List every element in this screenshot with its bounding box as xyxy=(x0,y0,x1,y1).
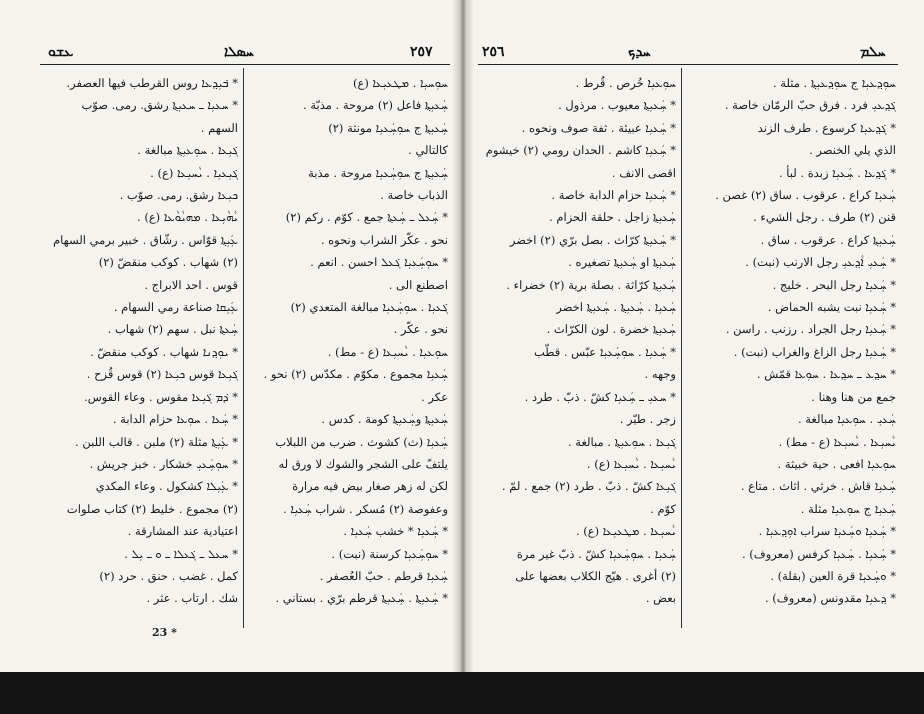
entry-line: ܚܲܥܝܼܬ݂ܐ خضرة . لون الكرّاث . xyxy=(546,322,676,337)
entry-line: ܚܲܥܝܼܬ݂ܐ فاعل (٢) مروحة . مذبّة . xyxy=(303,98,448,113)
entry-line: * ܚܥܝܼ ـ ܚܲܥܝܼܐ كشّ . ذبّ . طرد . xyxy=(524,389,676,404)
entry-line: * ܓ݁ܕ݂ܥܐ . ܚܲܥܝܼܐ زبدة . لبأ . xyxy=(778,165,896,180)
entry-line: ܓ݁ܥܝܼܐ . ܚܘܼܚܲܥܝܼܐ مبالغة المتعدي (٢) xyxy=(290,300,448,315)
entry-line: ܥܲܝܼܬ݂ܐ قوّاس . رشّاق . خبير برمي السهام xyxy=(53,232,238,247)
entry-line: كمل . غضب . حنق . حرد (٢) xyxy=(99,568,238,583)
entry-line: ܚܲܥܝܼܬ݂ܐ زاجل . حلقة الحزام . xyxy=(549,210,676,225)
entry-line: ܚܲܥܝܼܐ كراع . عرقوب . ساق (٢) غصن . xyxy=(715,188,896,203)
entry-line: ܝܵܚܝܼܥܐ . ܝܵܚܝܼܥܐ (ع) . xyxy=(586,456,676,471)
right-column-inner xyxy=(478,72,676,632)
entry-line: ܚܲܥܝܼܬ݂ܐ او ܚܲܥܝܼܬ݂ܐ تصغيره . xyxy=(568,255,676,270)
entry-line: ܚܲܥܝܼܬ݂ܐ ج ܚܘܼܚܲܥܝܼܐ مروحة . مذبة xyxy=(308,165,448,180)
entry-line: ܚܲܥܬ݂ܐ نبل . سهم (٢) شهاب . xyxy=(107,322,238,337)
entry-line: * ܚܕ݂ܥ ـ ܚܕ݂ܥܐ . ܚܘܼܥܐ قمّش . xyxy=(756,367,896,382)
entry-line: ܚܘܼܥܝܼܐ افعى . حية خبيثة . xyxy=(777,456,896,471)
entry-line: * ܚܘܼܚܲܥܝܼܐ كرسنة (نبت) . xyxy=(331,546,448,561)
entry-line: * ܚܲܥܝܼܐ رجل البحر . خليج . xyxy=(772,277,896,292)
entry-line: ܚܲܥܝܼܐ . ܚܲܥܝܼܬ݂ܐ . ܚܲܥܝܼܬ݂ܐ اخضر xyxy=(556,300,676,315)
entry-line: بعض . xyxy=(645,591,676,606)
entry-line: عكر . xyxy=(421,389,448,404)
left-header-outer: ܥܫܘ xyxy=(48,44,74,60)
entry-line: وجهه . xyxy=(644,367,676,382)
entry-line: قوس . احد الابراج . xyxy=(144,277,238,292)
entry-line: * ܚܲܥܝܼܬ݂ܐ معيوب . مرذول . xyxy=(558,98,676,113)
entry-line: * ܚܲܥܝܼܐ * خشب ܚܲܥܝܼܐ . xyxy=(343,524,448,539)
entry-line: * ܚܘܼܚܲܥܝܼܐ ܓ݁ܥܠ احسن . انعم . xyxy=(310,255,448,270)
entry-line: وعفوصة (٢) مُسكر . شراب ܚܲܥܝܼܐ . xyxy=(283,501,448,516)
entry-line: ܚܲܥܝܼܐ مجموع . مكوّم . مكدّس (٢) نحو . xyxy=(263,367,448,382)
left-header-rule xyxy=(40,64,450,65)
left-column-outer xyxy=(40,72,238,632)
entry-line: ܝܵܗܵܝܼܥܐ . ܡܗܝܵܘܵܥܐ (ع) . xyxy=(137,210,238,225)
entry-line: ܝܵܚܝܼܥܐ . ܡܛܥܝܼܥܐ (ع) . xyxy=(575,524,676,539)
entry-line: نحو . عكّر الشراب ونحوه . xyxy=(320,232,448,247)
entry-line: ܚܘܼܥܝܼܐ خُرص . قُرط . xyxy=(575,76,676,90)
left-column-inner xyxy=(250,72,448,632)
entry-line: ܚܲܥܝܼܬ݂ܐ وܚܲܥܝܼܬ݂ܐ كومة . كدس . xyxy=(321,412,448,427)
entry-line: * ܕ݁ܡ ܓ݁ܝܼܥܐ مقوس . وعاء القوس. xyxy=(84,389,238,404)
entry-line: ܚܲܥܝܼܐ . ܚܘܼܚܲܥܝܼܐ كشّ . ذبّ غير مرة xyxy=(516,546,676,561)
right-column-divider xyxy=(681,68,682,628)
entry-line: (٢) شهاب . كوكب منقضّ (٢) xyxy=(98,255,238,270)
entry-line: * ܚܲܥܝܼܐ رجل الجراد . رزنب . راسن . xyxy=(725,322,896,337)
entry-line: ܓ݁ܝܼܥܝܼܐ . ܝܵܚܝܼܥܐ (ع) . xyxy=(150,165,238,180)
right-column-outer xyxy=(688,72,896,632)
entry-line: * ܚܲܥܝܼܐ ܘܚܲܥܝܼܐ سراب ܐܘܼܕ݂ܥܝܼܐ . xyxy=(758,524,896,539)
entry-line: اعتيادية عند المشارقة . xyxy=(127,524,238,539)
entry-line: ܓ݁ܝܼܥܐ قوس ܟܝܼܥܐ (٢) قوس قُزح . xyxy=(86,367,238,382)
entry-line: * ܓ݁ܕ݂ܥܝܼܐ كرسوع . طرف الزند xyxy=(757,120,896,135)
left-page xyxy=(40,0,450,672)
entry-line: ܚܲܥܝܼܐ قرطم . حبّ العُصفر . xyxy=(319,568,448,583)
entry-line: ܚܲܥܝܼܐ ج ܚܘܼܥܝܼܐ مثلة . xyxy=(800,501,896,516)
right-header-rule xyxy=(478,64,898,65)
signature-mark: 23 * xyxy=(152,626,177,639)
entry-line: (٢) أغرى . هيّج الكلاب بعضها على xyxy=(515,568,676,583)
entry-line: * ܚܲܥܝܼܐ نبت يشبه الحماض . xyxy=(767,300,896,315)
right-page-number: ٢٥٦ xyxy=(482,44,505,60)
entry-line: * ܚܲܥܐ . ܚܘܼܥܐ حزام الدابة . xyxy=(112,412,238,427)
entry-line: * ܚܲܥܝܼܬ݂ܐ . ܚܲܥܝܼܬ݂ܐ قرطم برّي . بستاني . xyxy=(275,591,448,606)
scanner-bottom-edge xyxy=(0,672,924,714)
entry-line: قنن (٢) طرف . رجل الشيء . xyxy=(753,210,896,225)
entry-line: * ܕ݂ܥܝܼܐ مقدونس (معروف) . xyxy=(764,591,896,606)
entry-line: السهم . xyxy=(200,120,238,135)
entry-line: ܚܲܥܝܼܐ (ث) كشوث . ضرب من اللبلاب xyxy=(275,434,448,449)
entry-line: كوّم . xyxy=(650,501,676,516)
entry-line: جمع من هنا وهنا . xyxy=(811,389,896,404)
entry-line: ܚܲܥܝܼܬ݂ܐ كراع . عرقوب . ساق . xyxy=(760,232,896,247)
entry-line: * ܚܲܥܝܼܬ݂ܐ كرّاث . بصل برّي (٢) اخضر xyxy=(509,232,676,247)
entry-line: اقصى الانف . xyxy=(611,165,676,180)
entry-line: * ܚܥܠ ـ ܓ݁ܥܠܐ ـ ܘ ـ ܝܼܠ . xyxy=(124,546,238,561)
entry-line: ܓ݁ܕ݂ܥܝܼ فرد . فرق حبّ الرمّان خاصة . xyxy=(724,98,896,113)
entry-line: ܚܲܥܝܼܬ݂ܐ ج ܚܘܼܚܲܥܝܼܐ مونثة (٢) xyxy=(328,120,448,135)
entry-line: ܚܘܼܥܝܼܐ . ܝܵܚܝܼܥܐ (ع - مط) . xyxy=(327,344,448,359)
entry-line: الذباب خاصة . xyxy=(380,188,448,203)
right-header-outer: ܚܠܡ xyxy=(860,44,886,60)
entry-line: * ܥܲܝܼܠܐ كشكول . وعاء المكدي xyxy=(95,479,238,494)
entry-line: * ܚܲܥܝܼܐ . ܚܲܥܝܼܐ كرفس (معروف) . xyxy=(741,546,896,561)
entry-line: * ܒ݁ܝܼܕ݂ܥܐ روس القرطب فيها العصفر. xyxy=(66,76,238,90)
entry-line: * ܚܘܼܚܲܥܝܼ خشكار . خبز جريش . xyxy=(89,456,238,471)
entry-line: * ܚܲܥܝܼܐ . ܚܘܼܚܲܥܝܼܐ عبّس . قطّب xyxy=(533,344,676,359)
entry-line: * ܚܲܥܝܼܐ رجل الزاغ والغراب (نبت) . xyxy=(733,344,896,359)
entry-line: يلتفّ على الشجر والشوك لا ورق له xyxy=(278,456,448,471)
entry-line: * ܝܘܼܕ݂ܢܐ شهاب . كوكب منقضّ . xyxy=(90,344,238,359)
entry-line: * ܘܚܲܥܝܼܐ قرة العين (بقلة) . xyxy=(770,568,896,583)
entry-line: نحو . عكّر . xyxy=(393,322,448,337)
entry-line: * ܚܲܥܠ ـ ܚܲܥܬ݂ܐ جمع . كوّم . ركم (٢) xyxy=(285,210,448,225)
entry-line: ܝܵܚܝܼܥܐ . ܝܵܚܝܼܥܐ (ع - مط) . xyxy=(778,434,896,449)
entry-line: ܚܲܥܝܼ . ܚܘܼܥܝܼܐ مبالغة . xyxy=(797,412,896,427)
entry-line: الذي يلي الخنصر . xyxy=(809,143,896,158)
entry-line: ܟܝܼܥܐ رشق. رمى. صوّب . xyxy=(119,188,238,203)
entry-line: ܚܘܼܕ݂ܥܝܼܐ ج ܚܘܼܕ݂ܥܝܼܬ݂ܐ . مثلة . xyxy=(772,76,896,90)
entry-line: زجر . طيّر . xyxy=(619,412,676,427)
left-page-number: ٢٥٧ xyxy=(410,44,433,60)
entry-line: * ܚܲܥܝܼܐ كاشم . الحدان رومي (٢) خيشوم xyxy=(485,143,676,158)
entry-line: * ܥܲܝܼܬ݂ܐ مثلة (٢) ملبن . قالب اللبن . xyxy=(75,434,238,449)
entry-line: اصطنع الى . xyxy=(388,277,448,292)
left-header-inner: ܚܣܠܐ xyxy=(224,44,255,60)
entry-line: ܓ݁ܝܼܥܐ . ܚܘܼܥܝܼܬ݂ܐ . مبالغة . xyxy=(567,434,676,449)
entry-line: ܓ݁ܝܼܥܐ . ܚܘܼܥܝܼܬ݂ܐ مبالغة . xyxy=(137,143,238,158)
entry-line: (٢) مجموع . خليط (٢) كتاب صلوات xyxy=(66,501,238,516)
entry-line: * ܚܲܥܝܼܐ عبيئة . ثفة صوف ونحوه . xyxy=(521,120,676,135)
entry-line: ܚܘܼܚܝܼܐ . ܡܛܥܝܼܥܐ (ع) xyxy=(352,76,448,90)
entry-line: * ܚܲܥܝܼ ܐܵܕ݂ܥܝܼ رجل الارنب (نبت) . xyxy=(745,255,896,270)
right-header-inner: ܚܕܟ xyxy=(628,44,651,60)
book-gutter xyxy=(452,0,474,672)
entry-line: * ܚܥܝܼܐ ـ ܚܥܝܼܬ݂ܐ رشق. رمى. صوّب xyxy=(81,98,238,113)
left-column-divider xyxy=(243,68,244,628)
entry-line: لكن له زهر صغار بيض فيه مرارة xyxy=(292,479,448,494)
entry-line: ܥܲܝܼܩܐ صناعة رمي السهام . xyxy=(113,300,238,315)
entry-line: * ܚܲܥܝܼܐ حزام الدابة خاصة . xyxy=(551,188,676,203)
right-page xyxy=(478,0,898,672)
entry-line: ܚܲܥܝܼܐ قاش . خرثي . اثاث . متاع . xyxy=(740,479,896,494)
entry-line: ܓ݁ܝܼܥܐ كشّ . ذبّ . طرد (٢) جمع . لمّ . xyxy=(501,479,676,494)
entry-line: كالتالي . xyxy=(408,143,448,158)
entry-line: شك . ارتاب . عثر . xyxy=(146,591,238,606)
entry-line: ܚܲܥܝܼܬ݂ܐ كرّاثة . بصلة برية (٢) خضراء . xyxy=(506,277,676,292)
